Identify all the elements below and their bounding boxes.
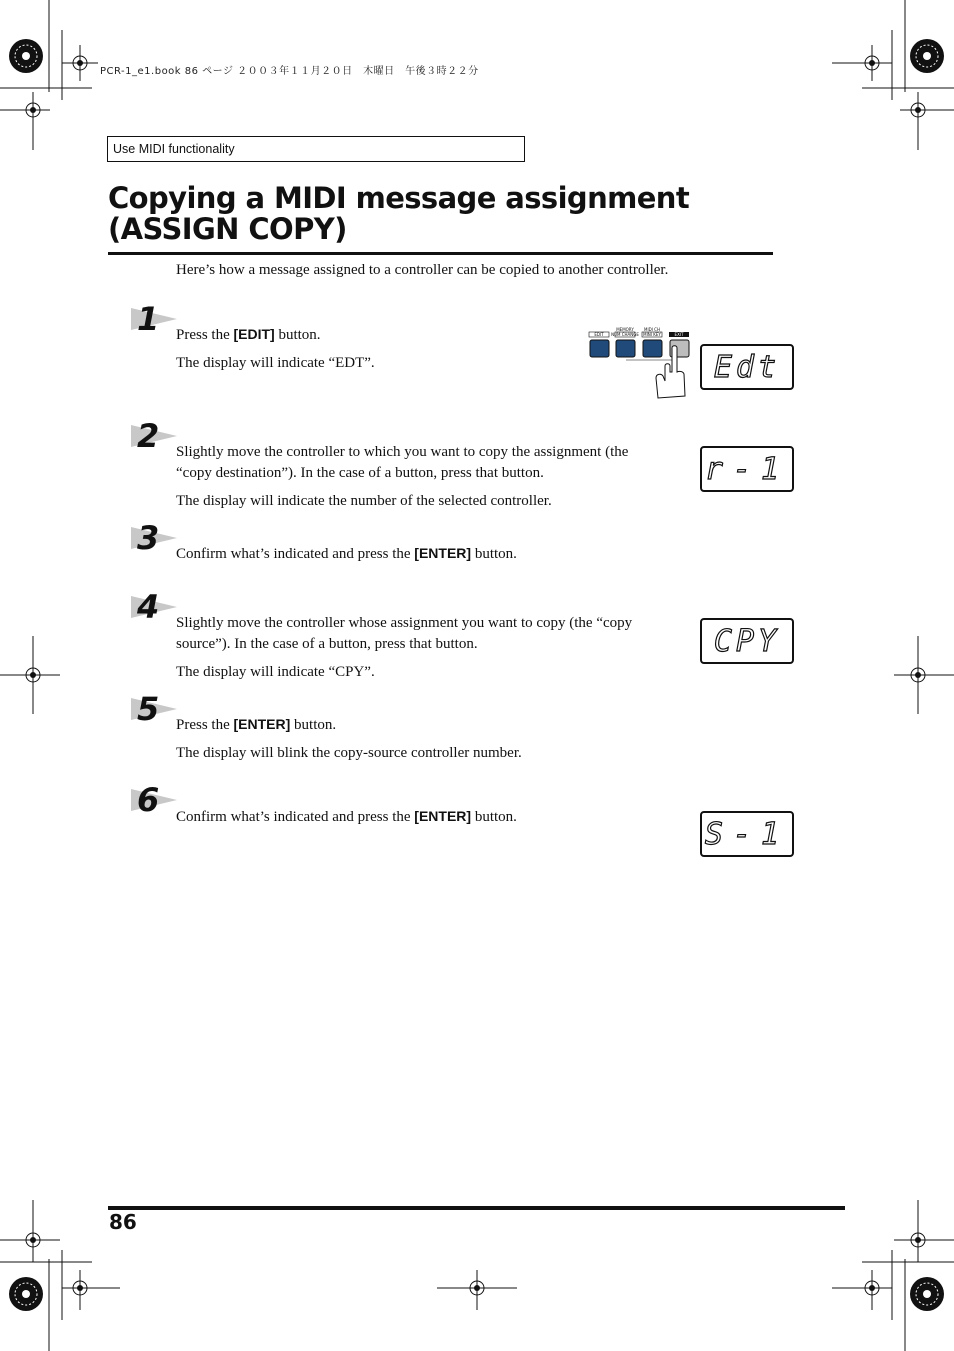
- key-label: [EDIT]: [233, 326, 275, 342]
- lcd-text: Edt: [713, 350, 781, 385]
- step-number: 2: [137, 417, 160, 455]
- step-5-text: [176, 714, 666, 764]
- lcd-display-edt: [700, 344, 794, 390]
- step-6-text: [176, 806, 666, 828]
- button-panel-illustration: [586, 326, 694, 402]
- step-number: 5: [137, 690, 160, 728]
- panel-button: [590, 340, 609, 357]
- section-label: Use MIDI functionality: [107, 136, 525, 162]
- panel-label-edit: EDIT: [594, 332, 604, 337]
- lcd-display-cpy: [700, 618, 794, 664]
- step-instruction: Slightly move the controller whose assignment you want to copy (the “copy source”). In the case of a button, press that button.: [176, 615, 633, 652]
- lcd-display-r-1: [700, 446, 794, 492]
- step-number: 1: [137, 300, 160, 338]
- step-instruction: Confirm what’s indicated and press the [ENTER] button.: [176, 808, 517, 825]
- corner-starburst-icon: [9, 39, 43, 73]
- step-result: The display will indicate “EDT”.: [176, 355, 375, 371]
- print-header: PCR-1_e1.book 86 ページ ２００３年１１月２０日 木曜日 午後３時２２分: [100, 66, 479, 77]
- step-result: The display will indicate the number of the selected controller.: [176, 493, 552, 509]
- step-instruction: Slightly move the controller to which you want to copy the assignment (the “copy destination”). In the case of a button, press that button.: [176, 444, 629, 481]
- step-2-text: [176, 442, 666, 512]
- step-4-text: [176, 613, 666, 683]
- step-number: 3: [137, 519, 160, 557]
- step-instruction: Press the [ENTER] button.: [176, 716, 337, 733]
- step-instruction: Confirm what’s indicated and press the [ENTER] button.: [176, 545, 517, 562]
- panel-label-midi-ch: MIDI CH: [644, 327, 660, 332]
- panel-button: [616, 340, 635, 357]
- panel-button: [643, 340, 662, 357]
- key-label: [ENTER]: [414, 808, 472, 824]
- step-instruction: Press the [EDIT] button.: [176, 326, 321, 343]
- step-result: The display will indicate “CPY”.: [176, 664, 375, 680]
- step-result: The display will blink the copy-source controller number.: [176, 745, 522, 761]
- panel-sublabel-num-change: NUM CHANGE: [611, 332, 639, 337]
- step-number: 4: [137, 588, 160, 626]
- page-title-line2: (ASSIGN COPY): [108, 212, 347, 246]
- panel-sublabel-mini-key: MINI KEY: [643, 332, 661, 337]
- lcd-text: r-1: [704, 452, 790, 487]
- key-label: [ENTER]: [414, 545, 472, 561]
- page-title: [108, 183, 778, 245]
- key-label: [ENTER]: [233, 716, 291, 732]
- step-number: 6: [137, 781, 160, 819]
- lcd-display-s-1: [700, 811, 794, 857]
- page-title-line1: Copying a MIDI message assignment: [108, 181, 690, 215]
- panel-label-memory: MEMORY: [616, 327, 634, 332]
- intro-paragraph: Here’s how a message assigned to a controller can be copied to another controller.: [176, 262, 669, 278]
- footer-rule: [108, 1206, 845, 1210]
- step-3-text: [176, 543, 666, 565]
- title-rule: [108, 252, 773, 255]
- page-number: 86: [109, 1210, 137, 1234]
- lcd-text: CPY: [713, 624, 781, 659]
- lcd-text: S-1: [704, 817, 790, 852]
- panel-label-exit: EXIT: [674, 332, 684, 337]
